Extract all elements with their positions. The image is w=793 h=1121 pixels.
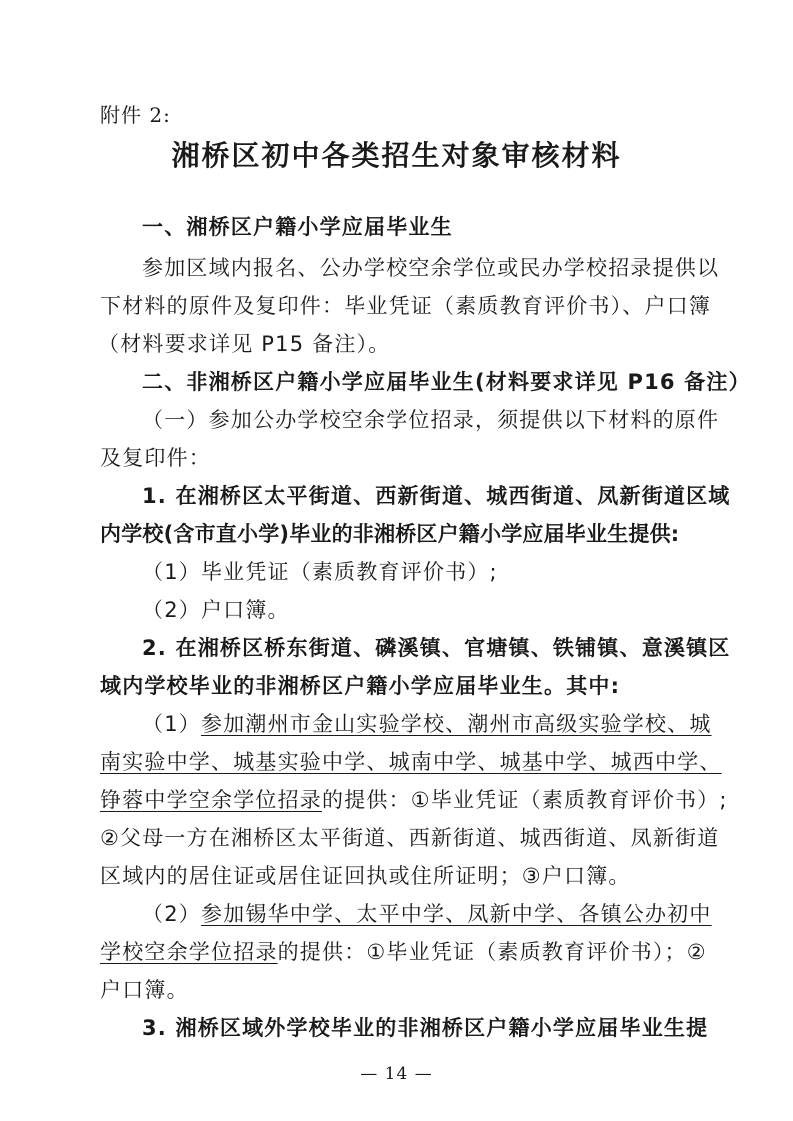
item3-line: 3. 湘桥区域外学校毕业的非湘桥区户籍小学应届毕业生提	[142, 1016, 709, 1040]
item2-sub2-line: 户口簿。	[100, 978, 189, 1002]
item2-sub1-line: 区域内的居住证或居住证回执或住所证明；③户口簿。	[100, 864, 631, 888]
annex-label: 附件 2:	[100, 103, 171, 127]
item2-sub1-line	[100, 747, 722, 777]
item1-sub: （2）户口簿。	[142, 598, 290, 622]
item2-sub1-prefix: （1）	[142, 712, 201, 736]
section1-para-line: 参加区域内报名、公办学校空余学位或民办学校招录提供以	[142, 256, 720, 280]
page-number: — 14 —	[360, 1064, 433, 1084]
item2-sub1-text: 的提供：①毕业凭证（素质教育评价书）;	[322, 788, 728, 812]
item2-sub1-line	[100, 785, 728, 815]
item1-line: 1. 在湘桥区太平街道、西新街道、城西街道、凤新街道区域	[142, 484, 731, 508]
item2-sub2-line	[142, 899, 742, 929]
item2-sub2-underlined: 学校空余学位招录	[100, 940, 278, 964]
item2-sub1-line	[142, 709, 742, 739]
item2-line: 2. 在湘桥区桥东街道、磷溪镇、官塘镇、铁铺镇、意溪镇区	[142, 636, 731, 660]
item2-sub1-line: ②父母一方在湘桥区太平街道、西新街道、城西街道、凤新街道	[100, 826, 720, 850]
section2-heading: 二、非湘桥区户籍小学应届毕业生(材料要求详见 P16 备注）	[142, 370, 751, 394]
page-title: 湘桥区初中各类招生对象审核材料	[171, 139, 622, 172]
item2-sub1-underlined: 参加潮州市金山实验学校、潮州市高级实验学校、城	[200, 712, 712, 736]
item2-sub1-underlined: 铮蓉中学空余学位招录	[100, 788, 322, 812]
item1-sub: （1）毕业凭证（素质教育评价书）;	[142, 560, 498, 584]
section1-para-line: 下材料的原件及复印件：毕业凭证（素质教育评价书）、户口簿	[100, 294, 712, 318]
section2-sub1-line: 及复印件：	[100, 446, 211, 470]
section2-sub1-line: （一）参加公办学校空余学位招录，须提供以下材料的原件	[142, 408, 720, 432]
item2-sub2-underlined: 参加锡华中学、太平中学、凤新中学、各镇公办初中	[200, 902, 712, 926]
section1-para-line: （材料要求详见 P15 备注）。	[98, 332, 391, 356]
item2-sub1-underlined: 南实验中学、城基实验中学、城南中学、城基中学、城西中学、	[100, 750, 722, 774]
item2-sub2-prefix: （2）	[142, 902, 201, 926]
item1-line: 内学校(含市直小学)毕业的非湘桥区户籍小学应届毕业生提供:	[100, 522, 680, 546]
section1-heading: 一、湘桥区户籍小学应届毕业生	[142, 215, 453, 239]
item2-sub2-line	[100, 937, 707, 967]
item2-line: 域内学校毕业的非湘桥区户籍小学应届毕业生。其中:	[100, 674, 621, 698]
item2-sub2-text: 的提供：①毕业凭证（素质教育评价书）；②	[277, 940, 707, 964]
